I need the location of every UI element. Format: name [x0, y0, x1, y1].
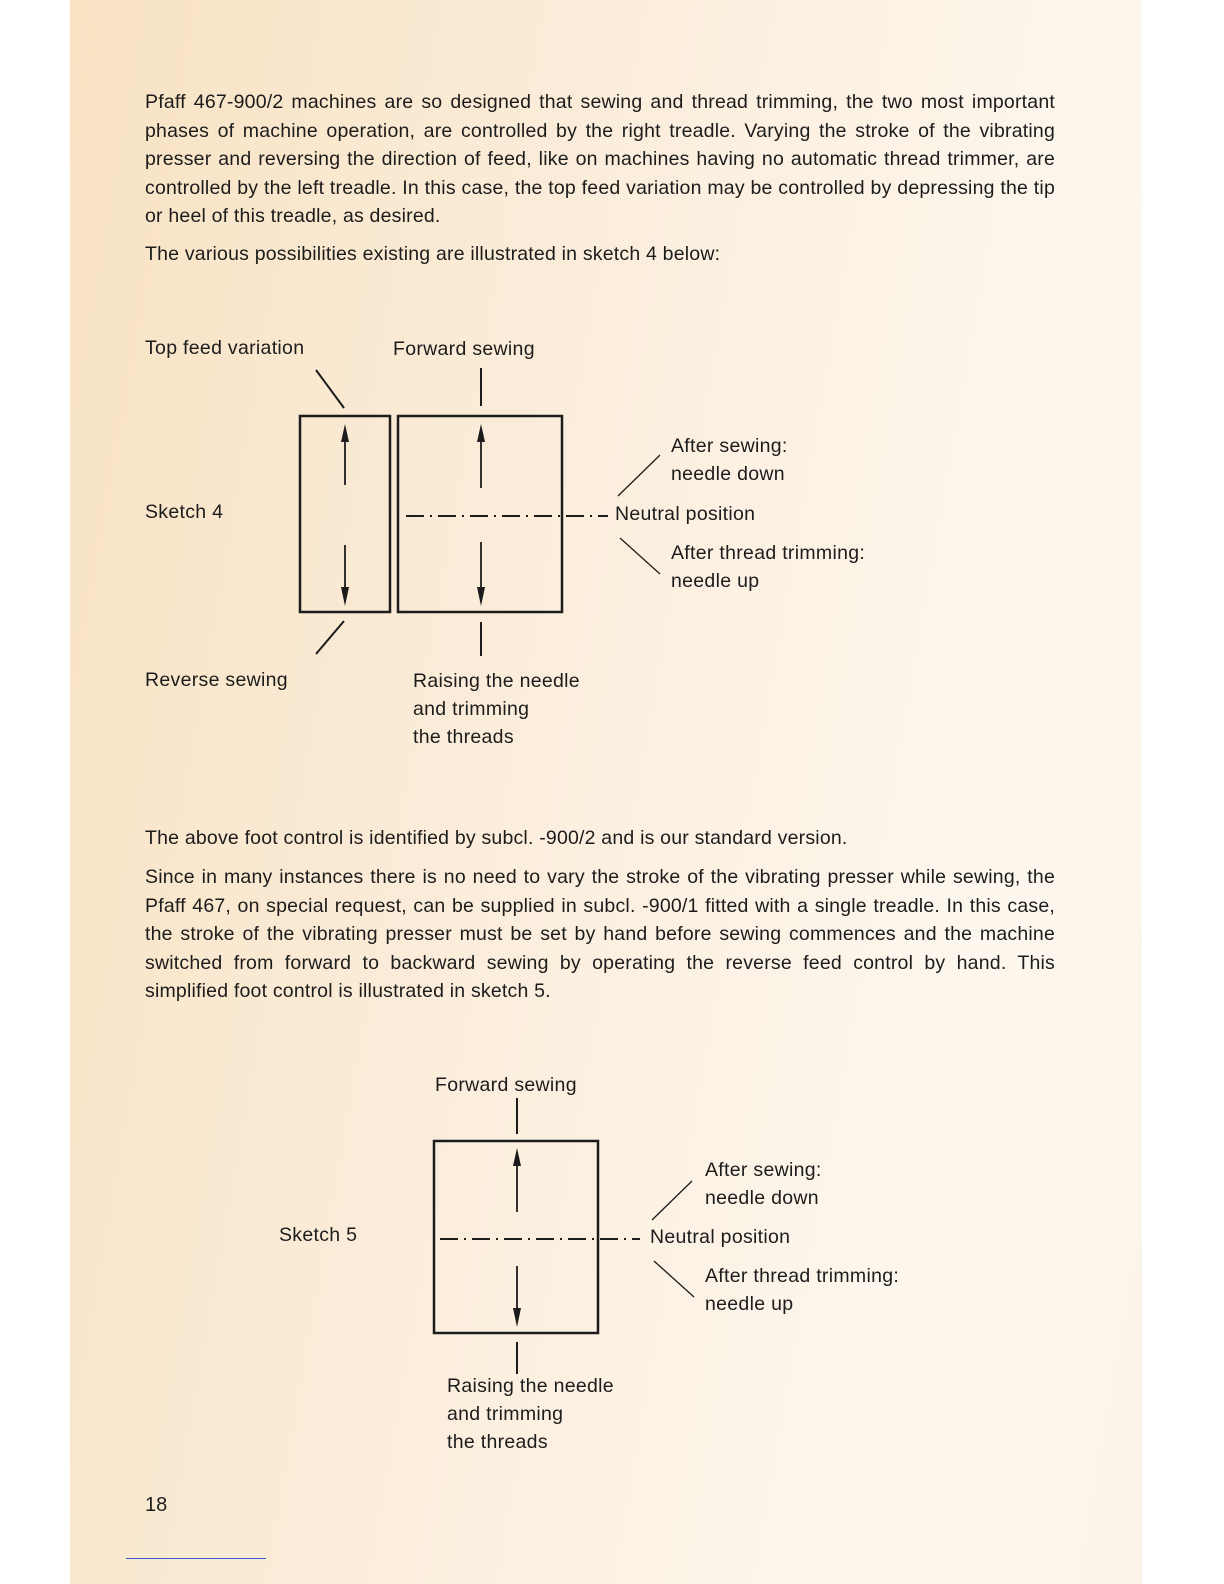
after-sewing-label-5-line-1: After sewing: [705, 1159, 822, 1181]
forward-sewing-label-5: Forward sewing [435, 1074, 577, 1096]
after-trimming-label-5-line-2: needle up [705, 1293, 794, 1315]
simplified-paragraph: Since in many instances there is no need to vary the stroke of the vibrating presser while sewing, the Pfaff 467, on special request, can be supplied in subcl. -900/1 fitted with a single treadle. In this case, the stroke of the vibrating presser must be set by hand before sewing commences and the machine switched from forward to backward sewing by operating the reverse feed control by hand. This simplified foot control is illustrated in sketch 5. [145, 866, 1055, 1002]
after-sewing-pointer-5 [652, 1181, 692, 1220]
after-trimming-label-line-1: After thread trimming: [671, 542, 866, 564]
possibilities-paragraph: The various possibilities existing are illustrated in sketch 4 below: [145, 243, 721, 265]
after-sewing-label-line-2: needle down [671, 463, 785, 485]
raising-label-5-line-2: and trimming [447, 1403, 564, 1425]
after-sewing-label-5-line-2: needle down [705, 1187, 819, 1209]
after-sewing-label-line-1: After sewing: [671, 435, 788, 457]
after-trimming-pointer-5 [654, 1261, 694, 1297]
neutral-position-label-5: Neutral position [650, 1226, 791, 1248]
page-number: 18 [145, 1494, 168, 1516]
neutral-position-label: Neutral position [615, 503, 756, 525]
standard-paragraph: The above foot control is identified by subcl. -900/2 and is our standard version. [145, 827, 848, 849]
sketch-5-title: Sketch 5 [279, 1224, 358, 1246]
single-treadle-box [434, 1141, 598, 1333]
footer-rule [126, 1558, 266, 1559]
after-trimming-label-5-line-1: After thread trimming: [705, 1265, 900, 1287]
top-feed-variation-label: Top feed variation [145, 337, 305, 359]
forward-sewing-label: Forward sewing [393, 338, 535, 360]
raising-label-5-line-1: Raising the needle [447, 1375, 614, 1397]
intro-paragraph: Pfaff 467-900/2 machines are so designed that sewing and thread trimming, the two most important phases of machine operation, are controlled by the right treadle. Varying the stroke of the vibrating presser and reversing the direction of feed, like on machines having no automatic thread trimmer, are controlled by the left treadle. In this case, the top feed variation may be controlled by depressing the tip or heel of this treadle, as desired. [145, 91, 1055, 227]
down-arrowhead-5 [513, 1308, 521, 1327]
raising-label-line-2: and trimming [413, 698, 530, 720]
raising-label-line-3: the threads [413, 726, 514, 748]
raising-label-5-line-3: the threads [447, 1431, 548, 1453]
after-trimming-label-line-2: needle up [671, 570, 760, 592]
up-arrowhead-5 [513, 1148, 521, 1166]
reverse-sewing-label: Reverse sewing [145, 669, 288, 691]
sketch-4-title: Sketch 4 [145, 501, 224, 523]
raising-label-line-1: Raising the needle [413, 670, 580, 692]
